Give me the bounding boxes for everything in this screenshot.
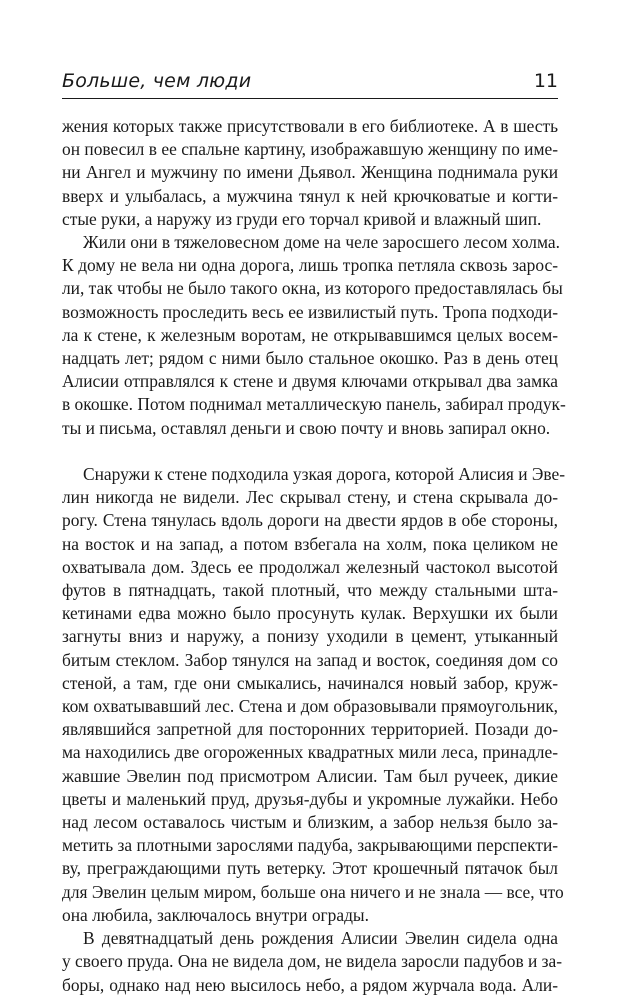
text-line: надцать лет; рядом с ними было стальное окошко. Раз в день отец [62, 348, 558, 369]
text-line: загнуты вниз и наружу, а понизу уходили в цемент, утыканный [62, 626, 558, 647]
text-line: на восток и на запад, а потом взбегала на холм, пока целиком не [62, 533, 558, 554]
text-line: лин никогда не видели. Лес скрывал стену, и стена скрывала до- [62, 487, 558, 508]
text-line: кетинами едва можно было просунуть кулак. Верхушки их были [62, 603, 558, 624]
text-line: футов в пятнадцать, такой плотный, что между стальными шта- [62, 580, 558, 601]
text-line: Жили они в тяжеловесном доме на челе заросшего лесом холма. [83, 232, 560, 253]
running-head [62, 66, 558, 98]
text-line: ли, так чтобы не было такого окна, из которого предоставлялась бы [62, 278, 563, 299]
text-line: жавшие Эвелин под присмотром Алисии. Там был ручеек, дикие [62, 765, 558, 786]
text-line: вверх и улыбалась, а мужчина тянул к ней крючковатые и когти- [62, 185, 558, 206]
text-line: она любила, заключалось внутри ограды. [62, 904, 369, 925]
text-line: ла к стене, к железным воротам, не открывавшимся целых восем- [62, 324, 558, 345]
paragraph [62, 231, 566, 440]
running-title: Больше, чем люди [62, 70, 252, 92]
text-line: для Эвелин целым миром, больше она ничего и не знала — все, что [62, 881, 564, 902]
text-line: возможность проследить весь ее извилистый путь. Тропа подходи- [62, 301, 558, 322]
header-rule [62, 98, 558, 99]
paragraph [62, 463, 566, 927]
page-number: 11 [533, 70, 558, 92]
text-line: В девятнадцатый день рождения Алисии Эвелин сидела одна [83, 928, 558, 949]
text-line: над лесом оставалось чистым и близким, а забор нельзя было за- [62, 812, 558, 833]
text-line: ву, преграждающими путь ветерку. Этот крошечный пятачок был [62, 858, 558, 879]
text-line: К дому не вела ни одна дорога, лишь тропка петляла сквозь зарос- [62, 255, 558, 276]
text-line: в окошке. Потом поднимал металлическую панель, забирал продук- [62, 394, 566, 415]
text-line: охватывала дом. Здесь ее продолжал железный частокол высотой [62, 556, 558, 577]
text-line: он повесил в ее спальне картину, изображавшую женщину по име- [62, 139, 558, 160]
paragraph [62, 927, 563, 997]
text-line: битым стеклом. Забор тянулся на запад и восток, соединяя дом со [62, 649, 558, 670]
text-line: ком охватывавший лес. Стена и дом образовывали прямоугольник, [62, 696, 558, 717]
text-line: ни Ангел и мужчину по имени Дьявол. Женщина поднимала руки [62, 162, 558, 183]
text-line: жения которых также присутствовали в его библиотеке. А в шесть [62, 116, 558, 136]
text-line: рогу. Стена тянулась вдоль дороги на двести ярдов в обе стороны, [62, 510, 558, 531]
text-line: стые руки, а наружу из груди его торчал кривой и влажный шип. [62, 208, 542, 229]
text-line: Алисии отправлялся к стене и двумя ключами открывал два замка [62, 371, 558, 392]
text-line: Снаружи к стене подходила узкая дорога, которой Алисия и Эве- [83, 464, 566, 485]
paragraph [62, 115, 558, 231]
text-line: метить за плотными зарослями падуба, закрывающими перспекти- [62, 835, 559, 856]
text-line: ты и письма, оставлял деньги и свою почту и вновь запирал окно. [62, 417, 551, 438]
text-line: у своего пруда. Она не видела дом, не видела заросли падубов и за- [62, 951, 563, 972]
text-line: стеной, а там, где они смыкались, начинался новый забор, круж- [62, 672, 558, 693]
text-line: ма находились две огороженных квадратных мили леса, принадле- [62, 742, 558, 763]
text-line: цветы и маленький пруд, друзья-дубы и укромные лужайки. Небо [62, 788, 558, 809]
text-line: боры, однако над нею высилось небо, а рядом журчала вода. Али- [62, 974, 558, 995]
text-line: являвшийся запретной для посторонних территорией. Позади до- [62, 719, 558, 740]
body-text [62, 115, 566, 997]
